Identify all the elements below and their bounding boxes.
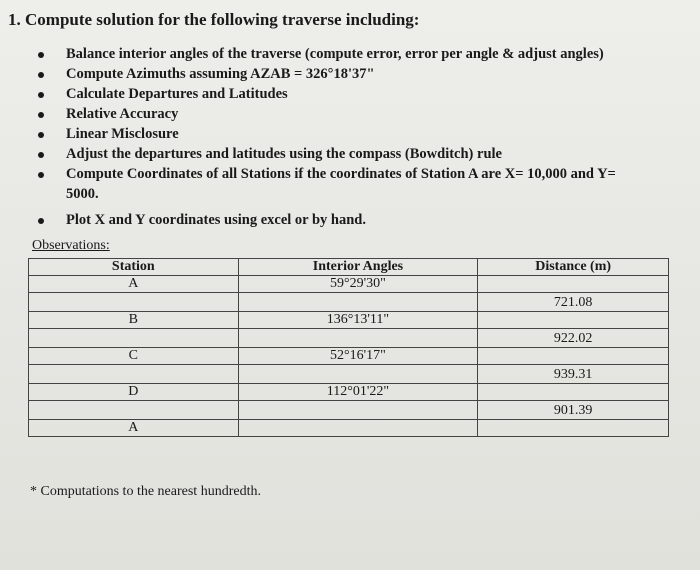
distance-cell: 721.08 [478,293,669,312]
task-item [36,64,666,84]
bullet-icon [38,52,44,58]
empty-cell [478,384,669,401]
task-item [36,164,666,204]
table-row [29,348,669,365]
task-item [36,144,666,164]
task-item [36,84,666,104]
table-row [29,401,669,420]
task-item [36,104,666,124]
bullet-icon [38,132,44,138]
task-item [36,124,666,144]
header-interior-angles: Interior Angles [238,259,478,276]
bullet-icon [38,218,44,224]
task-text: Compute Coordinates of all Stations if the coordinates of Station A are X= 10,000 and Y= [66,166,616,182]
header-distance: Distance (m) [478,259,669,276]
angle-cell: 136°13'11" [238,312,478,329]
table-row [29,420,669,437]
angle-cell: 52°16'17" [238,348,478,365]
table-row [29,365,669,384]
distance-cell: 939.31 [478,365,669,384]
table-row [29,384,669,401]
empty-cell [478,276,669,293]
table-row [29,293,669,312]
station-cell: A [29,420,239,437]
empty-cell [238,401,478,420]
question-heading: 1. Compute solution for the following traverse including: [8,10,420,29]
empty-cell [238,329,478,348]
task-text: Calculate Departures and Latitudes [66,86,288,102]
task-text-continued: 5000. [66,186,99,202]
empty-cell [29,401,239,420]
angle-cell: 112°01'22" [238,384,478,401]
bullet-icon [38,112,44,118]
task-text: Balance interior angles of the traverse (compute error, error per angle & adjust angles) [66,46,604,62]
table-header-row [29,259,669,276]
bullet-icon [38,152,44,158]
observations-table [28,258,669,437]
distance-cell: 922.02 [478,329,669,348]
task-list [36,44,666,230]
empty-cell [238,365,478,384]
empty-cell [29,365,239,384]
bullet-icon [38,172,44,178]
station-cell: B [29,312,239,329]
bullet-icon [38,92,44,98]
bullet-icon [38,72,44,78]
task-item [36,210,666,230]
table-row [29,329,669,348]
observations-title: Observations: [32,238,110,253]
task-text: Relative Accuracy [66,106,179,122]
station-cell: D [29,384,239,401]
empty-cell [478,420,669,437]
empty-cell [238,293,478,312]
header-station: Station [29,259,239,276]
empty-cell [478,348,669,365]
empty-cell [478,312,669,329]
table-row [29,276,669,293]
task-item [36,44,666,64]
footnote: * Computations to the nearest hundredth. [30,484,261,499]
empty-cell [29,293,239,312]
distance-cell: 901.39 [478,401,669,420]
task-text: Plot X and Y coordinates using excel or by hand. [66,212,366,228]
station-cell: C [29,348,239,365]
empty-cell [29,329,239,348]
table-row [29,312,669,329]
task-text: Adjust the departures and latitudes using the compass (Bowditch) rule [66,146,502,162]
task-text: Linear Misclosure [66,126,179,142]
empty-cell [238,420,478,437]
task-text: Compute Azimuths assuming AZAB = 326°18'37" [66,66,375,82]
angle-cell: 59°29'30" [238,276,478,293]
station-cell: A [29,276,239,293]
